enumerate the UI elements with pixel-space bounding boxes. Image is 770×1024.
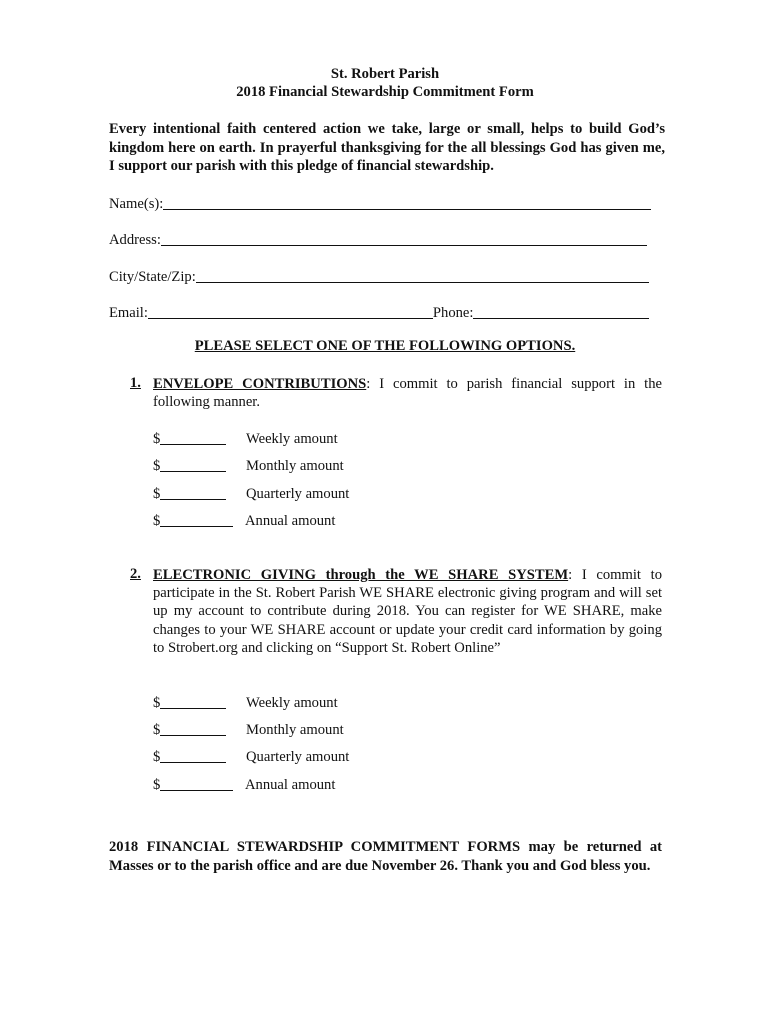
city-state-zip-label: City/State/Zip: [109, 269, 196, 285]
select-options-heading: PLEASE SELECT ONE OF THE FOLLOWING OPTIONS. [194, 338, 576, 354]
parish-name: St. Robert Parish [330, 66, 440, 82]
option-2-annual-label: Annual amount [245, 777, 336, 793]
city-state-zip-blank[interactable] [196, 267, 649, 283]
currency-sign: $ [153, 777, 161, 793]
option-2-heading: ELECTRONIC GIVING through the WE SHARE SYSTEM [153, 567, 569, 583]
option-2-monthly-blank[interactable] [160, 720, 226, 736]
option-1-monthly-row [153, 455, 344, 475]
option-2-quarterly-label: Quarterly amount [246, 749, 350, 765]
address-blank[interactable] [161, 230, 647, 246]
option-1-annual-label: Annual amount [245, 513, 336, 529]
currency-sign: $ [153, 749, 161, 765]
names-label: Name(s): [109, 196, 164, 212]
option-1-heading: ENVELOPE CONTRIBUTIONS [153, 376, 367, 392]
currency-sign: $ [153, 513, 161, 529]
option-2-weekly-label: Weekly amount [246, 695, 338, 711]
footer-note: 2018 FINANCIAL STEWARDSHIP COMMITMENT FORMS may be returned at Masses or to the parish office and are due November 26. Thank you and God bless you. [109, 839, 662, 874]
option-1-annual-row [153, 510, 336, 530]
phone-label: Phone: [432, 305, 474, 321]
option-1-monthly-blank[interactable] [160, 456, 226, 472]
option-2-monthly-row [153, 719, 344, 739]
currency-sign: $ [153, 431, 161, 447]
email-label: Email: [109, 305, 148, 321]
option-2-quarterly-blank[interactable] [160, 747, 226, 763]
option-1-monthly-label: Monthly amount [246, 458, 344, 474]
email-blank[interactable] [148, 303, 433, 319]
option-2-monthly-label: Monthly amount [246, 722, 344, 738]
form-title: 2018 Financial Stewardship Commitment Form [236, 84, 534, 100]
option-2-description: : I commit to participate in the St. Robert Parish WE SHARE electronic giving program and will set up my account to contribute during 2018. You can register for WE SHARE, make changes to your WE SHARE account or update your credit card information by going to Strobert.org and clicking on “Support St. Robert Online” [153, 567, 662, 656]
city-state-zip-field [109, 266, 649, 286]
option-1-number: 1. [130, 375, 141, 391]
option-1-description: : I commit to parish financial support in the following manner. [153, 376, 662, 411]
option-1-weekly-blank[interactable] [160, 429, 226, 445]
names-field [109, 193, 651, 213]
option-2-weekly-row [153, 692, 338, 712]
names-blank[interactable] [163, 194, 651, 210]
option-1-annual-blank[interactable] [160, 511, 233, 527]
option-2-annual-blank[interactable] [160, 775, 233, 791]
address-field [109, 229, 647, 249]
option-2-weekly-blank[interactable] [160, 693, 226, 709]
email-phone-field [109, 302, 649, 322]
currency-sign: $ [153, 695, 161, 711]
option-1-quarterly-row [153, 483, 350, 503]
option-2-text [153, 566, 662, 657]
option-1-quarterly-label: Quarterly amount [246, 486, 350, 502]
option-2-annual-row [153, 774, 336, 794]
option-2-quarterly-row [153, 746, 350, 766]
currency-sign: $ [153, 458, 161, 474]
option-1-text [153, 375, 662, 411]
phone-blank[interactable] [473, 303, 649, 319]
address-label: Address: [109, 232, 161, 248]
option-1-quarterly-blank[interactable] [160, 484, 226, 500]
option-1-weekly-label: Weekly amount [246, 431, 338, 447]
intro-paragraph: Every intentional faith centered action we take, large or small, helps to build God’s kingdom here on earth. In prayerful thanksgiving for the all blessings God has given me, I support our parish with this pledge of financial stewardship. [109, 121, 665, 174]
option-2-number: 2. [130, 566, 141, 582]
option-1-weekly-row [153, 428, 338, 448]
currency-sign: $ [153, 486, 161, 502]
currency-sign: $ [153, 722, 161, 738]
